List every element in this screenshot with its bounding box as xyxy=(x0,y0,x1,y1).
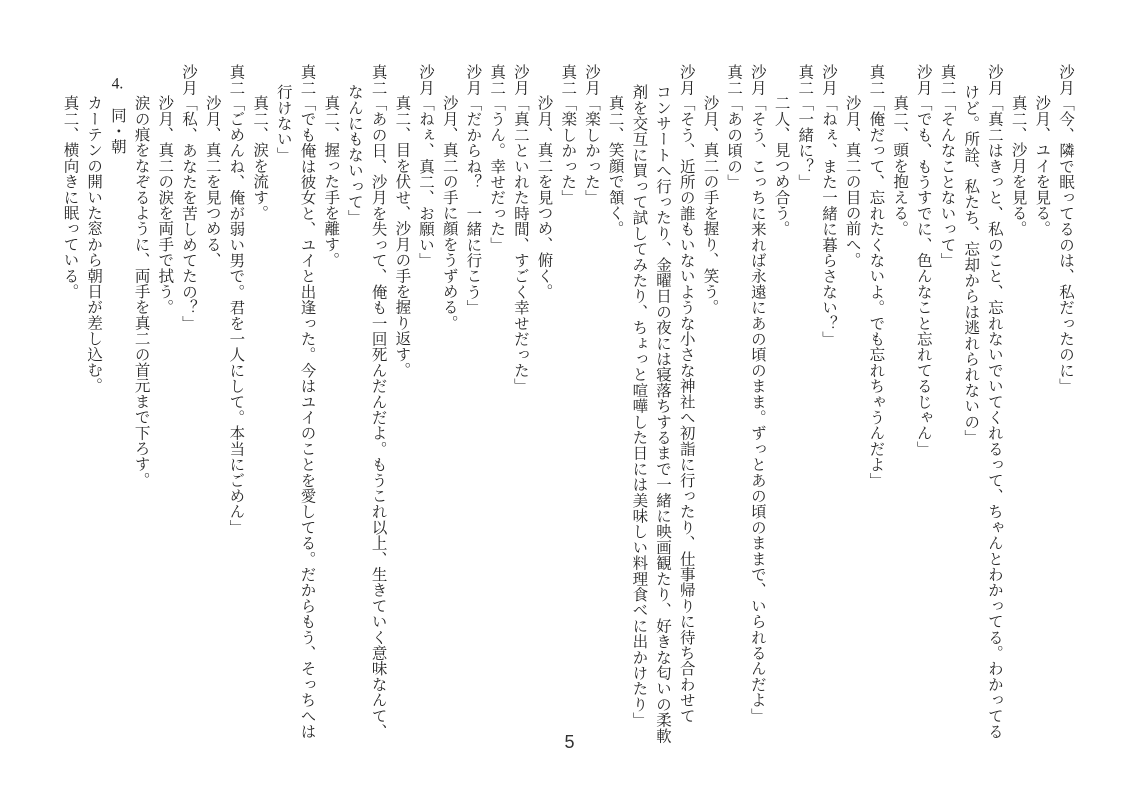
script-line-dialogue: 沙月「だからね？ 一緒に行こう」 xyxy=(464,64,482,316)
script-line-dialogue: 沙月「ねぇ、また一緒に暮らさない？」 xyxy=(819,64,837,347)
script-line-action: 沙月、真二の目の前へ。 xyxy=(843,95,861,268)
script-line-action: 沙月、真二を見つめる、 xyxy=(203,95,221,268)
script-line-action: 真二、横向きに眠っている。 xyxy=(61,95,79,300)
script-line-dialogue: 沙月「楽しかった」 xyxy=(582,64,600,206)
script-line-wrap: なんにもないって」 xyxy=(345,84,363,226)
script-line-action: 涙の痕をなぞるように、両手を真二の首元まで下ろす。 xyxy=(132,95,150,488)
script-line-dialogue: 沙月「今、隣で眠ってるのは、私だったのに」 xyxy=(1057,64,1074,394)
script-line-wrap: コンサートへ行ったり、金曜日の夜には寝落ちするまで一緒に映画観たり、好きな匂いの柔軟 xyxy=(654,84,672,744)
script-line-dialogue: 沙月「でも、もうすでに、色んなこと忘れてるじゃん」 xyxy=(914,64,932,457)
script-line-action: 沙月、真二の涙を両手で拭う。 xyxy=(156,95,174,315)
script-line-action: 沙月、ユイを見る。 xyxy=(1033,95,1051,237)
script-line-action: 真二、頭を抱える。 xyxy=(891,95,909,237)
script-line-action: カーテンの開いた窓から朝日が差し込む。 xyxy=(85,95,103,394)
script-line-dialogue: 沙月「私、あなたを苦しめてたの？」 xyxy=(179,64,197,331)
script-line-heading: 4. 同・朝 xyxy=(108,75,126,154)
script-line-wrap: 行けない」 xyxy=(274,84,292,163)
script-line-action: 真二、目を伏せ、沙月の手を握り返す。 xyxy=(393,95,411,378)
script-line-action: 二人、見つめ合う。 xyxy=(772,95,790,237)
script-line-dialogue: 沙月「そう、近所の誰もいないような小さな神社へ初詣に行ったり、仕事帰りに待ち合わせて xyxy=(677,64,695,724)
script-line-action: 真二、握った手を離す。 xyxy=(322,95,340,268)
script-line-dialogue: 真二「うん。幸せだった」 xyxy=(488,64,506,253)
script-line-dialogue: 沙月「ねぇ、真二、お願い」 xyxy=(417,64,435,269)
script-line-dialogue: 真二「あの日、沙月を失って、俺も一回死んだんだよ。もうこれ以上、生きていく意味なんて、 xyxy=(369,64,387,740)
script-line-dialogue: 真二「一緒に？」 xyxy=(796,64,814,190)
script-line-action: 沙月、真二の手を握り、笑う。 xyxy=(701,95,719,315)
script-text-block xyxy=(58,64,1077,746)
script-line-action: 真二、沙月を見る。 xyxy=(1009,95,1027,237)
page-number: 5 xyxy=(564,732,575,752)
script-line-dialogue: 沙月「そう、こっちに来れば永遠にあの頃のまま。ずっとあの頃のままで、いられるんだよ」 xyxy=(748,64,766,724)
scene-number: 4. xyxy=(111,75,124,92)
script-line-action: 真二、涙を流す。 xyxy=(251,95,269,221)
script-line-dialogue: 真二「俺だって、忘れたくないよ。でも忘れちゃうんだよ」 xyxy=(867,64,885,488)
script-line-dialogue: 真二「でも俺は彼女と、ユイと出逢った。今はユイのことを愛してる。だからもう、そっちへは xyxy=(298,64,316,740)
script-line-dialogue: 沙月「真二はきっと、私のこと、忘れないでいてくれるって、ちゃんとわかってる。わかってる xyxy=(985,64,1003,740)
script-line-wrap: 剤を交互に買って試してみたり、ちょっと喧嘩した日には美味しい料理食べに出かけたり」 xyxy=(630,84,648,728)
script-line-action: 真二、笑顔で頷く。 xyxy=(606,95,624,237)
script-line-dialogue: 真二「そんなことないって」 xyxy=(938,64,956,269)
script-line-dialogue: 沙月「真二といれた時間、すごく幸せだった」 xyxy=(511,64,529,394)
script-line-action: 沙月、真二の手に顔をうずめる。 xyxy=(440,95,458,331)
script-line-dialogue: 真二「ごめんね、俺が弱い男で。君を一人にして。本当にごめん」 xyxy=(227,64,245,535)
script-line-dialogue: 真二「あの頃の」 xyxy=(725,64,743,190)
script-line-action: 沙月、真二を見つめ、俯く。 xyxy=(535,95,553,300)
script-line-dialogue: 真二「楽しかった」 xyxy=(559,64,577,206)
script-line-wrap: けど。所詮、私たち、忘却からは逃れられないの」 xyxy=(962,84,980,446)
